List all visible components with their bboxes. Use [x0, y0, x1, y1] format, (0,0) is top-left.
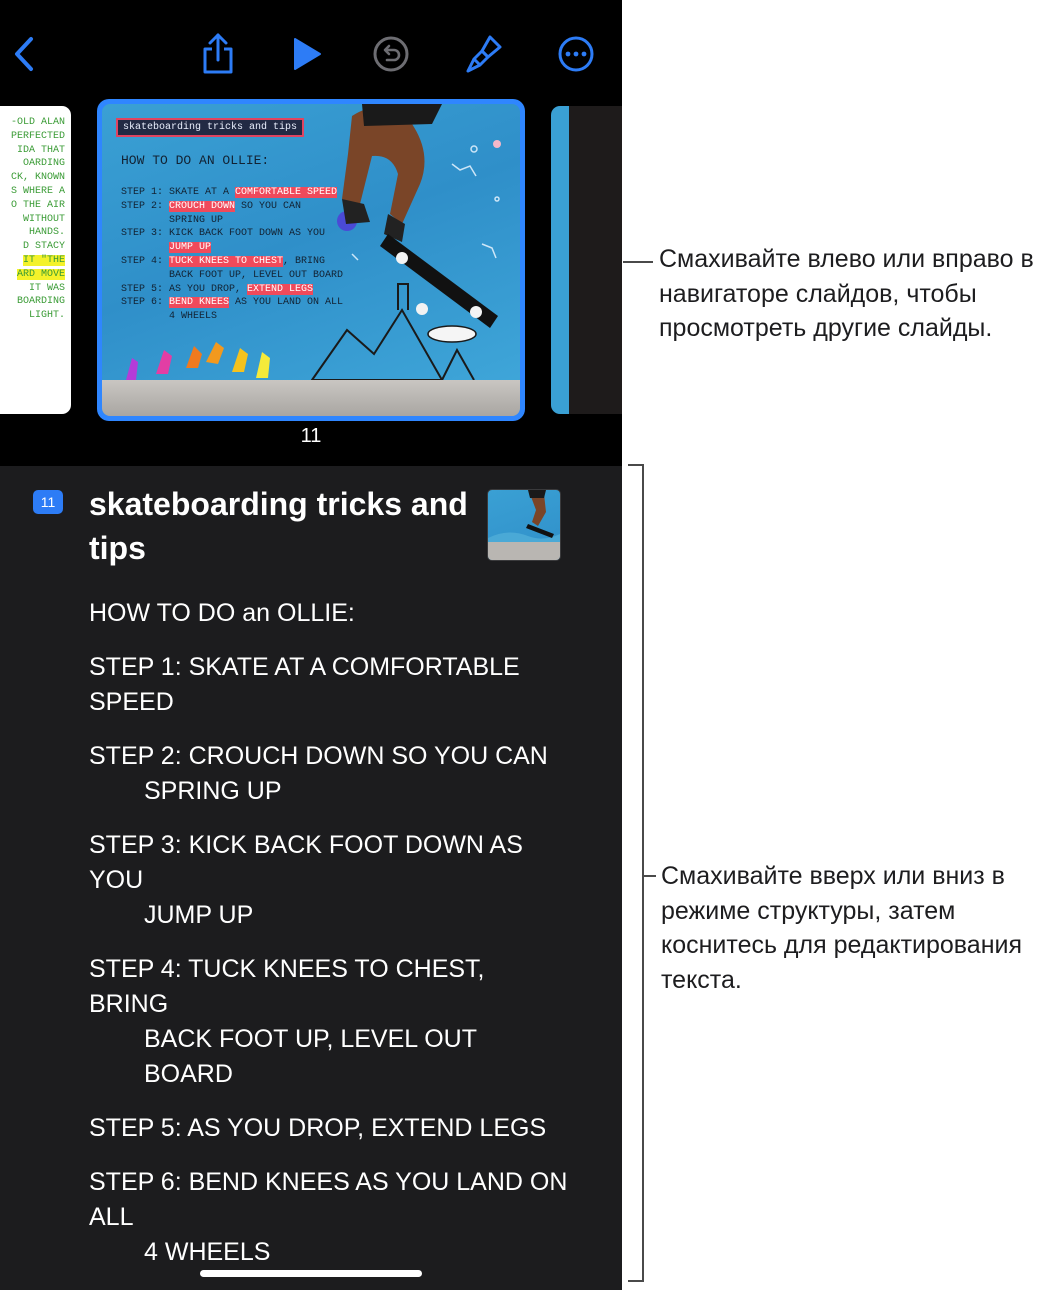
- outline-slide-title[interactable]: skateboarding tricks and tips: [89, 486, 468, 566]
- slide-line: [121, 241, 401, 255]
- slide-text: 4 WHEELS: [121, 311, 218, 323]
- outline-line[interactable]: [89, 739, 569, 809]
- previous-slide-line: WITHOUT: [16, 213, 65, 225]
- slide-thumbnail-next[interactable]: [551, 106, 622, 414]
- outline-text-lines[interactable]: [89, 596, 569, 1289]
- slide-line: [121, 227, 401, 241]
- slide-text: STEP 1: SKATE AT A: [121, 187, 236, 198]
- previous-slide-line: -OLD ALAN: [10, 117, 65, 128]
- outline-line[interactable]: [89, 1165, 569, 1270]
- previous-slide-line: LIGHT.: [28, 310, 65, 322]
- outline-view[interactable]: [0, 466, 622, 1290]
- previous-slide-line: PERFECTED: [10, 130, 65, 142]
- previous-slide-line: IT WAS: [22, 282, 65, 294]
- undo-button[interactable]: [369, 32, 413, 76]
- previous-slide-line: OARDING: [22, 158, 65, 170]
- slide-text-block: [121, 152, 401, 324]
- slide-text: AS YOU LAND ON ALL: [229, 297, 344, 309]
- slide-highlight: COMFORTABLE SPEED: [235, 187, 338, 198]
- slide-highlight: EXTEND LEGS: [247, 283, 314, 295]
- previous-slide-line: S WHERE A: [10, 185, 65, 197]
- slide-line: [121, 269, 401, 283]
- outline-line-text: STEP 5: AS YOU DROP, EXTEND LEGS: [89, 1114, 547, 1142]
- share-icon: [198, 32, 238, 76]
- previous-slide-line: D STACY: [22, 241, 65, 253]
- slide-title-box: skateboarding tricks and tips: [116, 118, 304, 137]
- slide-text: STEP 6:: [121, 297, 170, 309]
- previous-slide-line: BOARDING: [16, 296, 65, 308]
- slide-text: STEP 3: KICK BACK FOOT DOWN AS YOU: [121, 228, 326, 240]
- outline-line-continuation: SPRING UP: [144, 777, 282, 805]
- outline-line[interactable]: [89, 596, 569, 631]
- slide-number: 11: [300, 425, 322, 447]
- previous-slide-line: CK, KNOWN: [10, 172, 65, 184]
- slide-highlight: CROUCH DOWN: [169, 200, 236, 212]
- callout-navigator: Смахивайте влево или вправо в навигаторе слайдов, чтобы просмотреть другие слайды.: [659, 245, 1034, 342]
- share-button[interactable]: [196, 32, 240, 76]
- outline-slide-badge[interactable]: 11: [33, 490, 63, 514]
- slide-line: [121, 255, 401, 269]
- outline-line-text: STEP 1: SKATE AT A COMFORTABLE SPEED: [89, 653, 520, 716]
- slide-line: [121, 214, 401, 228]
- outline-line-text: STEP 6: BEND KNEES AS YOU LAND ON ALL: [89, 1168, 568, 1231]
- back-button[interactable]: [2, 32, 46, 76]
- more-button[interactable]: [554, 32, 598, 76]
- paintbrush-icon: [464, 33, 504, 75]
- outline-line-text: STEP 3: KICK BACK FOOT DOWN AS YOU: [89, 831, 523, 894]
- slide-navigator[interactable]: [0, 96, 622, 466]
- play-icon: [289, 36, 323, 72]
- outline-line[interactable]: [89, 1111, 569, 1146]
- callout-outline: Смахивайте вверх или вниз в режиме структуры, затем коснитесь для редактирования текста.: [661, 862, 1022, 994]
- more-icon: [557, 35, 595, 73]
- slide-preview: [102, 104, 520, 416]
- outline-line-text: HOW TO DO an OLLIE:: [89, 599, 355, 627]
- outline-line[interactable]: [89, 828, 569, 933]
- next-slide-edge: [569, 106, 622, 414]
- outline-line-text: STEP 4: TUCK KNEES TO CHEST, BRING: [89, 955, 485, 1018]
- play-button[interactable]: [284, 32, 328, 76]
- slide-heading: HOW TO DO AN OLLIE:: [121, 153, 270, 168]
- outline-slide-thumbnail[interactable]: [487, 489, 561, 561]
- slide-text: SO YOU CAN: [235, 200, 302, 212]
- slide-highlight: BEND KNEES: [169, 297, 230, 309]
- slide-highlight: TUCK KNEES TO CHEST: [169, 255, 284, 267]
- slide-line: [121, 186, 401, 200]
- outline-line-continuation: JUMP UP: [144, 901, 254, 929]
- slide-thumbnail-current[interactable]: [97, 99, 525, 421]
- previous-slide-line: O THE AIR: [10, 199, 65, 211]
- slide-text: [121, 242, 169, 253]
- slide-text: SPRING UP: [121, 214, 224, 226]
- format-button[interactable]: [462, 32, 506, 76]
- previous-slide-line: ARD MOVE: [16, 268, 65, 280]
- slide-highlight: JUMP UP: [169, 242, 212, 254]
- slide-text: STEP 5: AS YOU DROP,: [121, 283, 248, 295]
- previous-slide-line: IT "THE: [22, 254, 65, 266]
- callout-bracket-bottom: [628, 1280, 644, 1282]
- slide-text: STEP 2:: [121, 200, 170, 212]
- outline-line[interactable]: [89, 952, 569, 1092]
- callout-leader-navigator: [623, 261, 653, 263]
- chevron-left-icon: [9, 36, 39, 72]
- outline-line-continuation: BACK FOOT UP, LEVEL OUT BOARD: [144, 1025, 477, 1088]
- slide-ground: [102, 380, 520, 416]
- previous-slide-text: [0, 116, 65, 323]
- previous-slide-line: HANDS.: [28, 227, 65, 239]
- slide-line: [121, 310, 401, 324]
- callout-leader-outline: [644, 875, 656, 877]
- slide-line: [121, 296, 401, 310]
- outline-line-continuation: 4 WHEELS: [144, 1238, 271, 1266]
- outline-line[interactable]: [89, 650, 569, 720]
- home-indicator[interactable]: [200, 1270, 422, 1277]
- slide-text: STEP 4:: [121, 255, 170, 267]
- previous-slide-line: IDA THAT: [16, 144, 65, 156]
- slide-line: [121, 283, 401, 297]
- undo-icon: [372, 35, 410, 73]
- slide-line: [121, 200, 401, 214]
- callout-bracket-vertical: [642, 464, 644, 1282]
- slide-text: , BRING: [283, 255, 326, 267]
- outline-line-text: STEP 2: CROUCH DOWN SO YOU CAN: [89, 742, 548, 770]
- toolbar: [0, 0, 622, 96]
- slide-line-list: [121, 186, 401, 324]
- slide-thumbnail-previous[interactable]: [0, 106, 71, 414]
- slide-text: BACK FOOT UP, LEVEL OUT BOARD: [121, 269, 344, 281]
- outline-skater-image: [488, 490, 560, 560]
